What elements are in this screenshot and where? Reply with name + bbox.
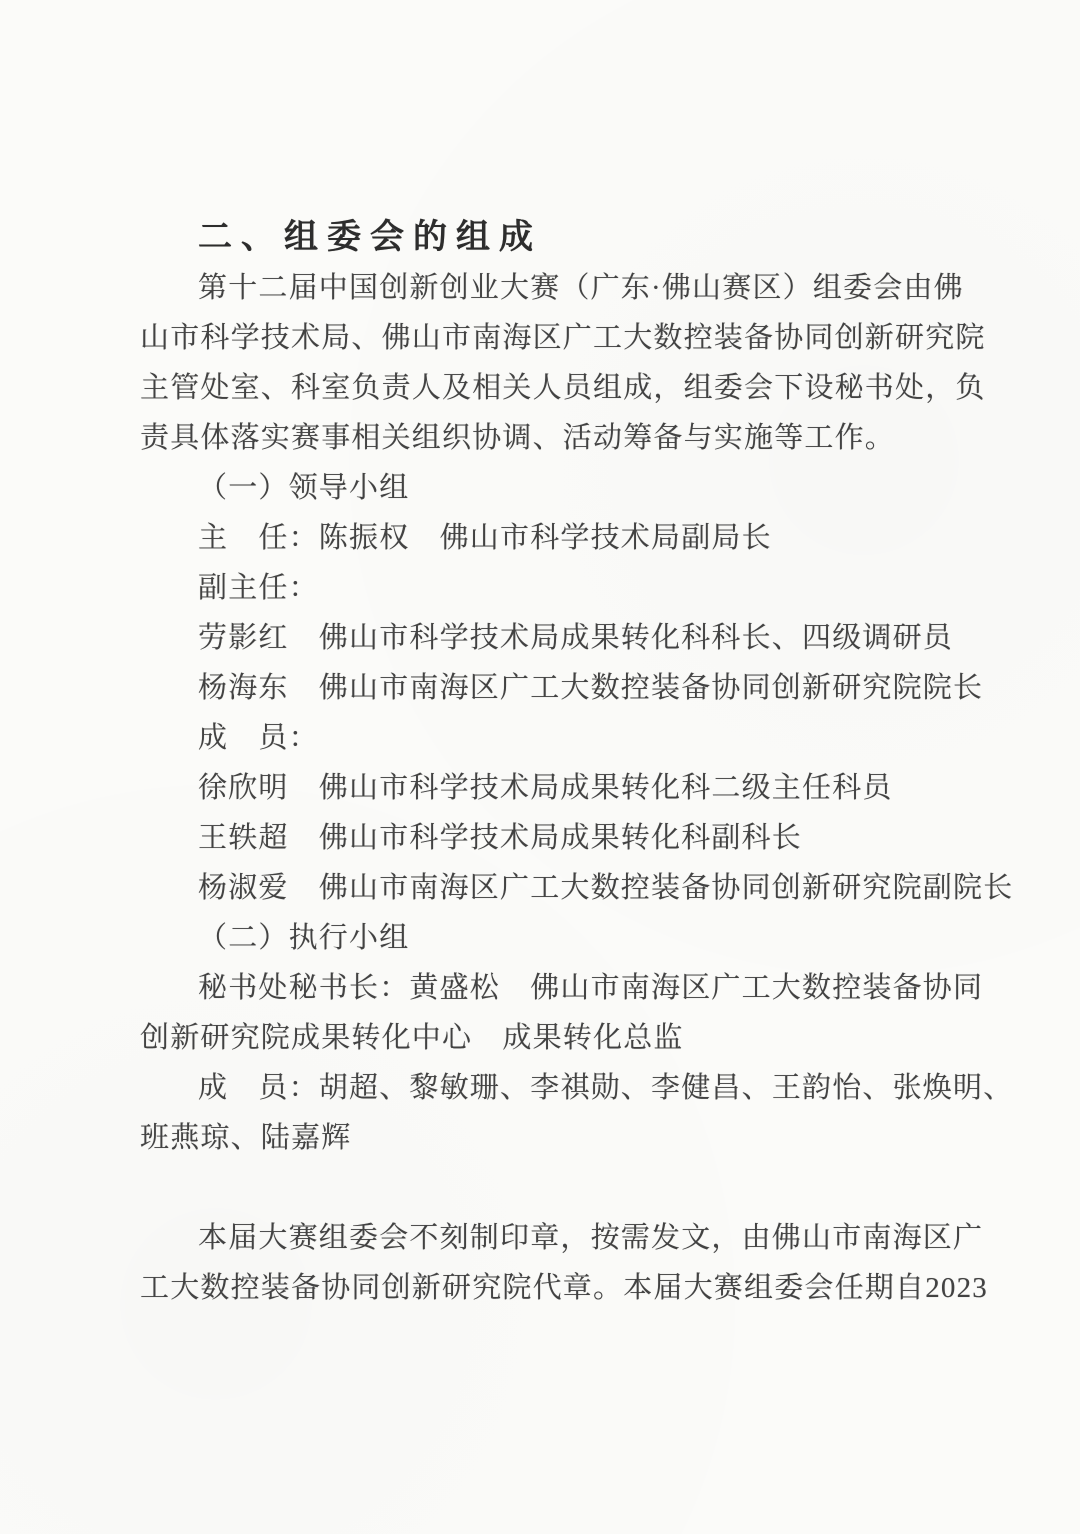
section-heading: 二、组委会的组成 [198, 219, 542, 256]
closing-paragraph-line: 本届大赛组委会不刻制印章，按需发文，由佛山市南海区广 [198, 1222, 984, 1254]
member-line: 徐欣明 佛山市科学技术局成果转化科二级主任科员 [198, 772, 893, 804]
blank-line [140, 1163, 1000, 1213]
document-body [140, 213, 1014, 1313]
intro-paragraph-line: 责具体落实赛事相关组织协调、活动筹备与实施等工作。 [140, 422, 896, 454]
member-line: 杨淑爱 佛山市南海区广工大数控装备协同创新研究院副院长 [198, 872, 1014, 904]
member-line: 王轶超 佛山市科学技术局成果转化科副科长 [198, 822, 803, 854]
exec-members-line: 班燕琼、陆嘉辉 [140, 1122, 352, 1154]
closing-paragraph-line: 工大数控装备协同创新研究院代章。本届大赛组委会任期自2023 [140, 1272, 989, 1304]
deputy-director-line: 劳影红 佛山市科学技术局成果转化科科长、四级调研员 [198, 622, 954, 654]
deputy-director-line: 杨海东 佛山市南海区广工大数控装备协同创新研究院院长 [198, 672, 984, 704]
director-line: 主 任：陈振权 佛山市科学技术局副局长 [198, 522, 772, 554]
intro-paragraph-line: 第十二届中国创新创业大赛（广东·佛山赛区）组委会由佛 [198, 272, 964, 304]
secretary-general-line: 创新研究院成果转化中心 成果转化总监 [140, 1022, 684, 1054]
execution-group-heading: （二）执行小组 [198, 922, 410, 954]
members-label: 成 员： [198, 722, 319, 754]
intro-paragraph-line: 主管处室、科室负责人及相关人员组成，组委会下设秘书处，负 [140, 372, 986, 404]
exec-members-line: 成 员：胡超、黎敏珊、李祺勋、李健昌、王韵怡、张焕明、 [198, 1072, 1014, 1104]
secretary-general-line: 秘书处秘书长：黄盛松 佛山市南海区广工大数控装备协同 [198, 972, 984, 1004]
intro-paragraph-line: 山市科学技术局、佛山市南海区广工大数控装备协同创新研究院 [140, 322, 986, 354]
leadership-group-heading: （一）领导小组 [198, 472, 410, 504]
deputy-directors-label: 副主任： [198, 572, 319, 604]
